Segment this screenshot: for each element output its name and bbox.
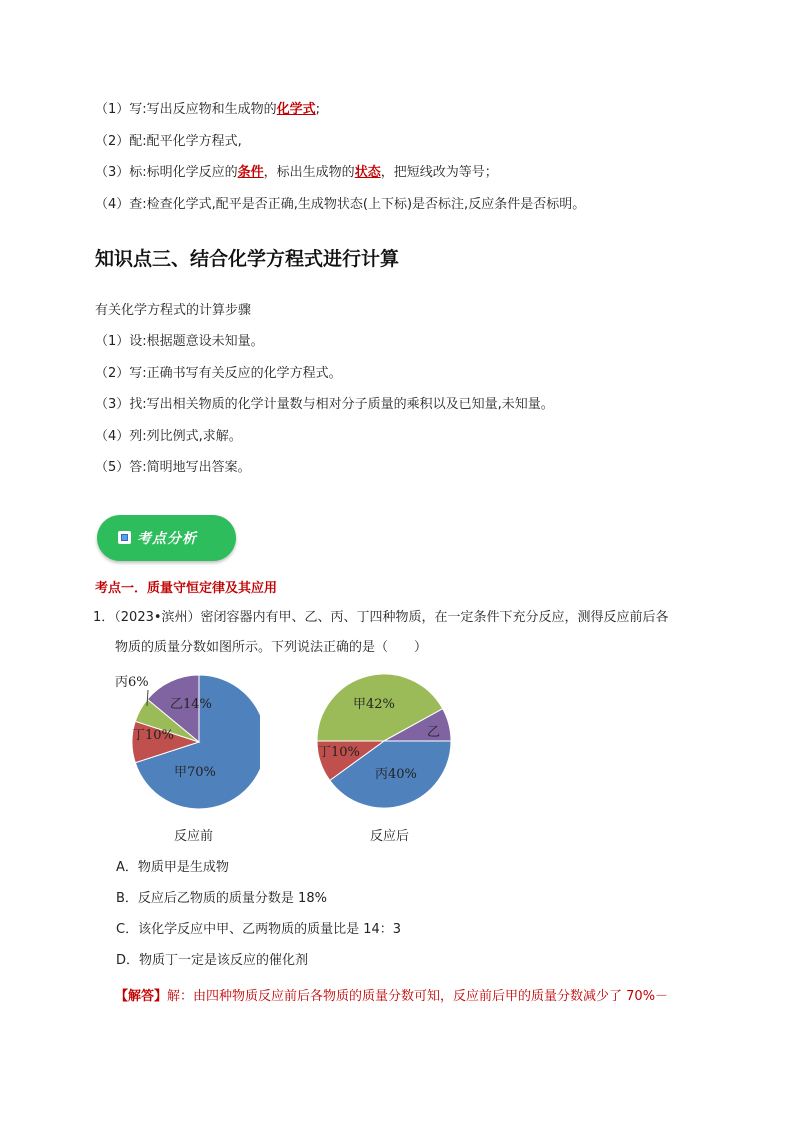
question-line-2: 物质的质量分数如图所示。下列说法正确的是（ ） bbox=[115, 640, 428, 655]
option-a: A．物质甲是生成物 bbox=[116, 860, 229, 875]
slice-label: 乙14% bbox=[170, 697, 212, 712]
step-text: ，标出生成物的 bbox=[263, 165, 355, 180]
calc-step: （1）设:根据题意设未知量。 bbox=[95, 334, 264, 349]
answer-tag: 【解答】 bbox=[115, 989, 168, 1004]
step-check bbox=[95, 196, 585, 214]
slice-label: 丁10% bbox=[132, 728, 174, 743]
question-line-1: 1．（2023•滨州）密闭容器内有甲、乙、丙、丁四种物质，在一定条件下充分反应，测得反应前后各 bbox=[93, 610, 669, 625]
slice-label: 甲70% bbox=[174, 765, 216, 780]
highlight-term: 条件 bbox=[237, 165, 264, 180]
answer-text: 解：由四种物质反应前后各物质的质量分数可知，反应前后甲的质量分数减少了 70%－ bbox=[167, 989, 669, 1004]
step-text: ，把短线改为等号； bbox=[380, 165, 498, 180]
calc-step: （3）找:写出相关物质的化学计量数与相对分子质量的乘积以及已知量,未知量。 bbox=[95, 397, 554, 412]
section-title: 考点一．质量守恒定律及其应用 bbox=[95, 581, 278, 596]
chart-caption-before: 反应前 bbox=[174, 829, 214, 844]
slice-label: 丁10% bbox=[318, 745, 360, 760]
badge-label: 考点分析 bbox=[137, 531, 197, 547]
slice-label: 丙40% bbox=[375, 767, 417, 782]
step-mark bbox=[95, 164, 498, 182]
option-b: B．反应后乙物质的质量分数是 18% bbox=[116, 891, 327, 906]
step-write bbox=[95, 101, 320, 119]
step-text: ; bbox=[315, 102, 321, 117]
step-balance bbox=[95, 133, 242, 151]
section-heading: 知识点三、结合化学方程式进行计算 bbox=[95, 248, 400, 270]
chart-caption-after: 反应后 bbox=[370, 829, 410, 844]
step-text: （2）配:配平化学方程式, bbox=[95, 134, 242, 149]
highlight-term: 状态 bbox=[354, 165, 381, 180]
step-text: （3）标:标明化学反应的 bbox=[95, 165, 238, 180]
answer-line bbox=[115, 985, 668, 1004]
step-text: （1）写:写出反应物和生成物的 bbox=[95, 102, 277, 117]
highlight-term: 化学式 bbox=[276, 102, 316, 117]
calc-step: （4）列:列比例式,求解。 bbox=[95, 429, 242, 444]
slice-label: 丙6% bbox=[115, 675, 149, 690]
slice-label: 甲42% bbox=[353, 697, 395, 712]
calc-intro: 有关化学方程式的计算步骤 bbox=[95, 303, 252, 318]
pie-chart-after bbox=[305, 668, 465, 818]
option-c: C．该化学反应中甲、乙两物质的质量比是 14：3 bbox=[116, 922, 402, 937]
calc-step: （2）写:正确书写有关反应的化学方程式。 bbox=[95, 366, 342, 381]
document-icon bbox=[118, 531, 131, 544]
calc-step: （5）答:简明地写出答案。 bbox=[95, 460, 251, 475]
pie-chart-before bbox=[110, 668, 260, 818]
slice-label: 乙 bbox=[427, 725, 441, 740]
step-text: （4）查:检查化学式,配平是否正确,生成物状态(上下标)是否标注,反应条件是否标明。 bbox=[95, 197, 586, 212]
exam-analysis-badge bbox=[97, 515, 236, 561]
option-d: D．物质丁一定是该反应的催化剂 bbox=[116, 953, 309, 968]
